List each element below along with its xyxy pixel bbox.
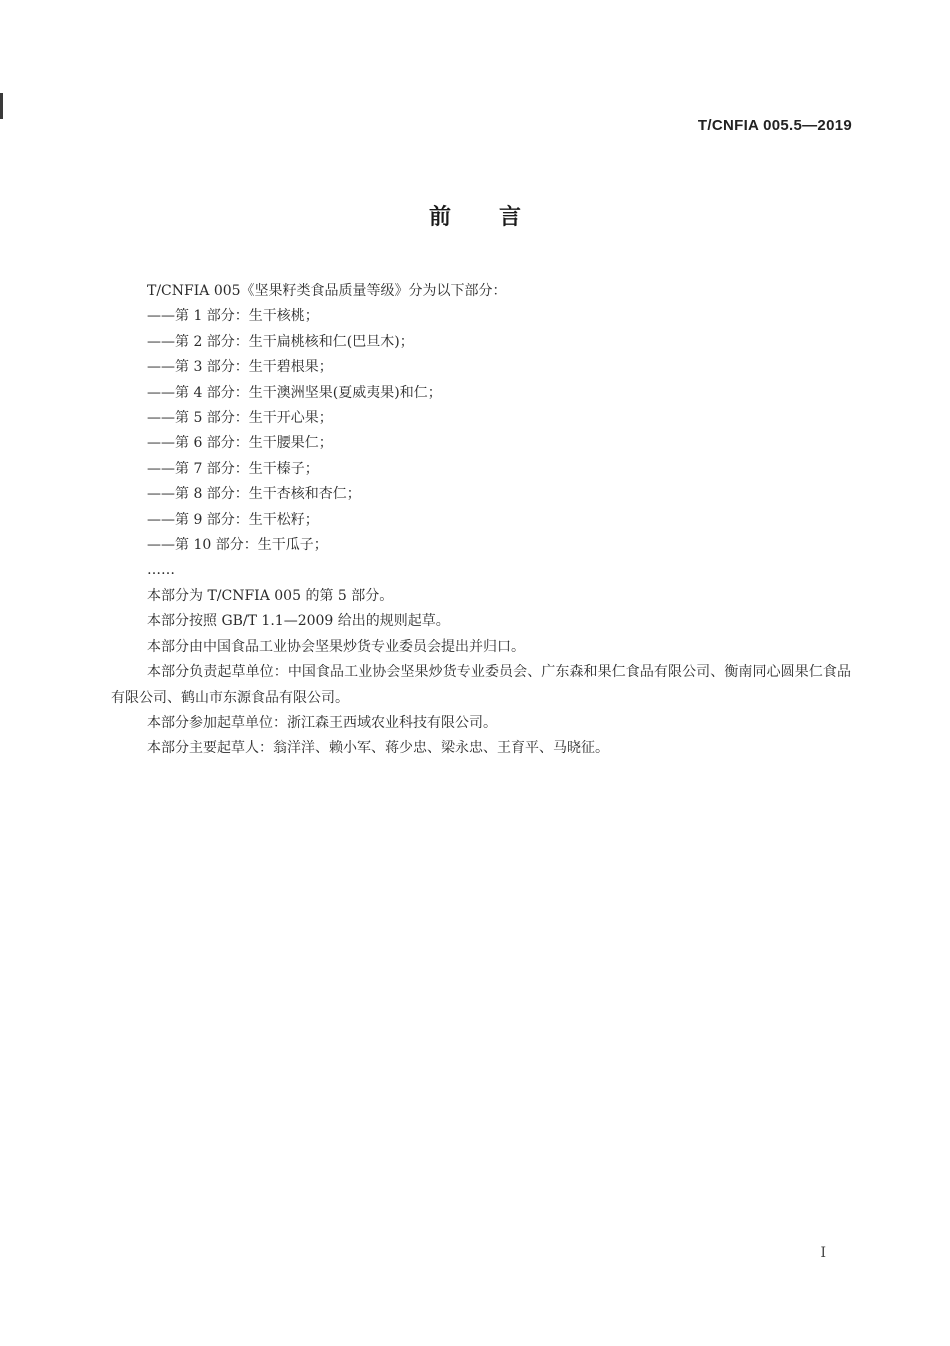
page-number: I <box>820 1245 826 1261</box>
page-title: 前言 <box>428 205 569 230</box>
standard-code: T/CNFIA 005.5—2019 <box>697 117 852 134</box>
intro-line: T/CNFIA 005《坚果籽类食品质量等级》分为以下部分： <box>147 283 507 299</box>
part-item: ——第 5 部分：生干开心果； <box>147 410 333 427</box>
part-item: ——第 4 部分：生干澳洲坚果(夏威夷果)和仁； <box>147 384 442 401</box>
binding-mark <box>0 93 3 119</box>
statement-drafters: 本部分主要起草人：翁洋洋、赖小军、蒋少忠、梁永忠、王育平、马晓征。 <box>147 740 609 757</box>
part-item: ——第 8 部分：生干杏核和杏仁； <box>147 486 361 503</box>
statement-part-number: 本部分为 T/CNFIA 005 的第 5 部分。 <box>147 587 394 604</box>
part-item: ——第 3 部分：生干碧根果； <box>147 359 333 376</box>
statement-responsible-units: 本部分负责起草单位：中国食品工业协会坚果炒货专业委员会、广东森和果仁食品有限公司、衡南同心圆果仁食品有限公司、鹤山市东源食品有限公司。 <box>111 664 851 706</box>
part-item: ——第 6 部分：生干腰果仁； <box>147 435 333 452</box>
statement-participating-units: 本部分参加起草单位：浙江森王西域农业科技有限公司。 <box>147 714 497 731</box>
part-item: ——第 10 部分：生干瓜子； <box>147 537 328 554</box>
part-item: ——第 1 部分：生干核桃； <box>147 308 319 325</box>
ellipsis-line: …… <box>147 562 175 579</box>
part-item: ——第 2 部分：生干扁桃核和仁(巴旦木)； <box>147 333 414 350</box>
statement-drafting-rules: 本部分按照 GB/T 1.1—2009 给出的规则起草。 <box>147 613 450 630</box>
part-item: ——第 9 部分：生干松籽； <box>147 511 319 528</box>
part-item: ——第 7 部分：生干榛子； <box>147 460 319 477</box>
foreword-body <box>111 279 851 762</box>
statement-proposer: 本部分由中国食品工业协会坚果炒货专业委员会提出并归口。 <box>147 638 525 655</box>
